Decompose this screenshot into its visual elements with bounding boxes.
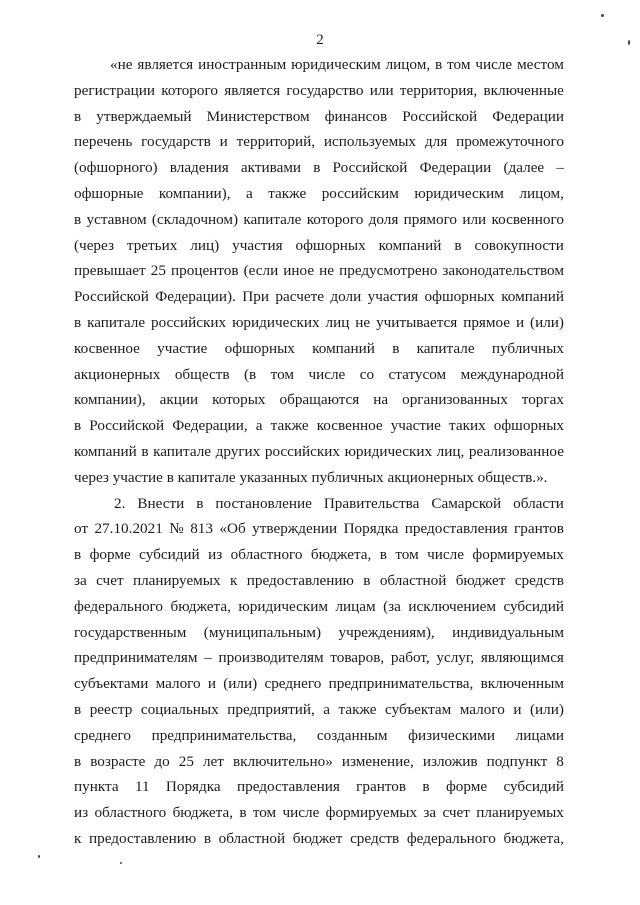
word: компании), xyxy=(74,391,146,409)
word: третьих xyxy=(126,236,178,254)
word: «Об xyxy=(219,520,246,538)
word: из xyxy=(208,546,223,564)
word: капитале xyxy=(153,442,212,460)
word: а xyxy=(246,184,253,202)
word: формируемых xyxy=(472,546,564,564)
word: формируемых xyxy=(325,804,418,822)
text-line xyxy=(74,258,564,284)
word: форме xyxy=(89,546,131,564)
word: федерального xyxy=(406,829,496,847)
word: в xyxy=(74,417,82,435)
word: 25 xyxy=(150,262,166,280)
text-line xyxy=(74,387,564,413)
word: в xyxy=(74,313,82,331)
word: а xyxy=(323,700,331,718)
word: 2. xyxy=(114,494,126,512)
word: предоставлению xyxy=(89,829,197,847)
word: российских xyxy=(264,442,340,460)
word: реестр xyxy=(89,700,133,718)
word: предоставлению xyxy=(246,571,354,589)
word: или xyxy=(369,81,394,99)
scan-speck xyxy=(601,14,604,17)
word: лицами xyxy=(515,726,564,744)
word: в xyxy=(74,210,82,228)
word: Федерации xyxy=(492,107,564,125)
word: подпункт xyxy=(486,752,548,770)
document-body xyxy=(74,52,564,852)
word: – xyxy=(556,159,564,177)
text-line xyxy=(74,723,564,749)
text-line xyxy=(74,362,564,388)
word: торгах xyxy=(521,391,564,409)
word: реализованное xyxy=(468,442,564,460)
page-number: 2 xyxy=(316,32,324,48)
word: в xyxy=(141,442,149,460)
word: капитале xyxy=(243,210,302,228)
word: является xyxy=(224,81,281,99)
word: (далее xyxy=(503,159,545,177)
word: исключением xyxy=(408,597,496,615)
word: совокупности xyxy=(474,236,564,254)
word: офшорных xyxy=(493,417,564,435)
word: предпринимательства, xyxy=(328,675,474,693)
word: физическими xyxy=(408,726,496,744)
word: утверждаемый xyxy=(96,107,192,125)
text-line xyxy=(74,233,564,259)
word: от xyxy=(74,520,89,538)
word: том xyxy=(252,804,277,822)
word: созданным xyxy=(316,726,388,744)
word: является xyxy=(137,56,194,73)
word: областного xyxy=(94,804,167,822)
text-line xyxy=(74,336,564,362)
word: для xyxy=(424,133,448,151)
word: в xyxy=(74,752,82,770)
word: капитале xyxy=(87,313,146,331)
word: государственным xyxy=(74,623,187,641)
word: за xyxy=(74,571,87,589)
word: лицам xyxy=(335,597,376,615)
word: Министерством xyxy=(206,107,310,125)
word: акционерных xyxy=(74,365,161,383)
word: участие xyxy=(157,339,208,357)
word: субсидий xyxy=(503,778,564,796)
word: которого xyxy=(161,81,218,99)
word: расчете xyxy=(275,288,324,306)
word: (или) xyxy=(223,675,258,693)
word: Федерации, xyxy=(172,417,248,435)
word: также xyxy=(338,700,377,718)
word: законодательством xyxy=(442,262,564,280)
word: организованных xyxy=(402,391,508,409)
word: социальных xyxy=(140,700,219,718)
word: лет xyxy=(202,752,224,770)
word: и xyxy=(219,133,228,151)
scan-speck xyxy=(120,862,122,864)
text-line xyxy=(74,155,564,181)
word: местом xyxy=(517,56,564,73)
word: изложив xyxy=(422,752,478,770)
word: в xyxy=(392,339,400,357)
text-line xyxy=(74,620,564,646)
word: том xyxy=(270,365,294,383)
word: в xyxy=(196,494,204,512)
word: государств xyxy=(141,133,211,151)
word: предоставления xyxy=(404,520,508,538)
word: компаний xyxy=(378,236,442,254)
word: лиц, xyxy=(436,442,465,460)
word: в xyxy=(74,700,82,718)
word: бюджета, xyxy=(172,804,234,822)
word: числе xyxy=(308,365,346,383)
word: офшорных xyxy=(295,236,366,254)
word: не xyxy=(319,262,335,280)
word: в xyxy=(239,804,247,822)
text-line xyxy=(74,439,564,465)
word: 813 xyxy=(190,520,213,538)
word: – xyxy=(204,649,212,667)
word: акции xyxy=(159,391,199,409)
word: до xyxy=(154,752,170,770)
word: международной xyxy=(460,365,564,383)
word: уставном xyxy=(86,210,147,228)
word: косвенное xyxy=(316,417,383,435)
word: числе xyxy=(475,56,513,73)
word: планируемых xyxy=(132,571,221,589)
word: предоставления xyxy=(237,778,340,796)
word: в xyxy=(74,546,82,564)
word: и xyxy=(207,675,216,693)
word: и xyxy=(515,313,525,331)
word: бюджет xyxy=(292,829,343,847)
word: российским xyxy=(321,184,399,202)
text-line xyxy=(74,491,564,517)
word: Российской xyxy=(74,288,149,306)
word: области xyxy=(513,494,564,512)
word: используемых xyxy=(323,133,417,151)
word: областного xyxy=(230,546,303,564)
word: прямое xyxy=(463,313,511,331)
word: лиц) xyxy=(190,236,220,254)
word: бюджета, xyxy=(170,597,231,615)
word: бюджета, xyxy=(503,829,564,847)
word: в xyxy=(435,56,443,73)
text-line xyxy=(74,800,564,826)
word: бюджета, xyxy=(310,546,372,564)
word: Федерации). xyxy=(155,288,236,306)
word: юридическим xyxy=(238,597,328,615)
word: публичных xyxy=(491,339,564,357)
scan-speck xyxy=(38,855,40,858)
word: в xyxy=(313,159,321,177)
word: Порядка xyxy=(165,778,221,796)
word: Самарской xyxy=(431,494,502,512)
word: При xyxy=(242,288,269,306)
word: работ, xyxy=(390,649,430,667)
word: владения xyxy=(169,159,229,177)
word: малого xyxy=(459,700,505,718)
word: (за xyxy=(383,597,401,615)
word: не xyxy=(355,313,371,331)
word: юридических xyxy=(344,442,433,460)
word: финансов xyxy=(324,107,388,125)
word: также xyxy=(268,184,307,202)
word: (если xyxy=(243,262,279,280)
text-line xyxy=(74,568,564,594)
text-line xyxy=(74,749,564,775)
word: регистрации xyxy=(74,81,155,99)
text-line xyxy=(74,774,564,800)
text-line xyxy=(74,129,564,155)
word: обществ xyxy=(174,365,230,383)
word: числе xyxy=(282,804,320,822)
word: утверждении xyxy=(252,520,338,538)
word: косвенное xyxy=(74,339,140,357)
word: юридическим xyxy=(414,184,504,202)
word: Федерации xyxy=(419,159,492,177)
word: к xyxy=(229,571,238,589)
word: компании), xyxy=(158,184,231,202)
word: статусом xyxy=(388,365,447,383)
word: за xyxy=(423,804,437,822)
word: обращаются xyxy=(279,391,360,409)
text-line xyxy=(74,671,564,697)
word: активами xyxy=(240,159,302,177)
word: возрасте xyxy=(90,752,146,770)
word: областной xyxy=(379,571,447,589)
text-line: через участие в капитале указанных публичных акционерных обществ.». xyxy=(74,468,548,486)
word: грантов xyxy=(514,520,564,538)
word: из xyxy=(74,804,89,822)
text-line xyxy=(74,104,564,130)
word: числе xyxy=(427,546,464,564)
word: и xyxy=(513,700,522,718)
text-line xyxy=(74,826,564,852)
word: бюджет xyxy=(455,571,506,589)
word: Правительства xyxy=(323,494,420,512)
text-line xyxy=(74,78,564,104)
word: 8 xyxy=(556,752,564,770)
word: услуг, xyxy=(436,649,475,667)
word: участия xyxy=(367,288,419,306)
text-line xyxy=(74,284,564,310)
word: капитале xyxy=(416,339,475,357)
word: том xyxy=(447,56,471,73)
word: субсидий xyxy=(139,546,200,564)
word: производителям xyxy=(218,649,324,667)
word: российских xyxy=(150,313,227,331)
word: грантов xyxy=(356,778,407,796)
word: «не xyxy=(110,56,133,73)
word: иностранным xyxy=(198,56,287,73)
word: в xyxy=(203,829,211,847)
word: (через xyxy=(74,236,114,254)
word: доля xyxy=(368,210,399,228)
word: других xyxy=(215,442,261,460)
word: государство xyxy=(286,81,364,99)
word: предприятий, xyxy=(227,700,315,718)
word: территория, xyxy=(399,81,478,99)
word: компаний xyxy=(501,288,564,306)
word: том xyxy=(395,546,419,564)
word: офшорных xyxy=(224,339,295,357)
word: 25 xyxy=(178,752,194,770)
word: в xyxy=(379,546,387,564)
word: процентов xyxy=(171,262,239,280)
word: пункта xyxy=(74,778,119,796)
text-line xyxy=(74,207,564,233)
word: средств xyxy=(350,829,400,847)
word: среднего xyxy=(74,726,131,744)
word: со xyxy=(359,365,375,383)
word: предусмотрено xyxy=(339,262,438,280)
word: (в xyxy=(243,365,257,383)
text-line xyxy=(74,697,564,723)
word: индивидуальным xyxy=(452,623,564,641)
word: таких xyxy=(449,417,486,435)
word: лиц xyxy=(325,313,350,331)
word: юридическим xyxy=(291,56,381,73)
word: 27.10.2021 xyxy=(94,520,163,538)
word: в xyxy=(74,107,82,125)
word: в xyxy=(363,571,371,589)
text-line xyxy=(74,181,564,207)
word: № xyxy=(169,520,184,538)
text-line xyxy=(74,310,564,336)
text-line xyxy=(74,594,564,620)
word: субсидий xyxy=(503,597,564,615)
word: включенные xyxy=(483,81,564,99)
word: косвенного xyxy=(491,210,564,228)
word: (офшорного) xyxy=(74,159,158,177)
word: в xyxy=(422,778,430,796)
text-line xyxy=(74,516,564,542)
word: Внести xyxy=(137,494,185,512)
word: включительно» xyxy=(232,752,333,770)
word: компаний xyxy=(74,442,137,460)
word: (муниципальным) xyxy=(203,623,322,641)
word: счет xyxy=(442,804,470,822)
word: малого xyxy=(155,675,201,693)
word: планируемых xyxy=(476,804,564,822)
word: также xyxy=(270,417,309,435)
word: учреждениям), xyxy=(338,623,435,641)
word: участие xyxy=(390,417,441,435)
text-line xyxy=(74,645,564,671)
word: среднего xyxy=(264,675,322,693)
word: учитывается xyxy=(376,313,458,331)
word: Российской xyxy=(332,159,408,177)
word: (или) xyxy=(529,700,564,718)
word: лицом, xyxy=(519,184,564,202)
word: лицом, xyxy=(385,56,431,73)
word: включенным xyxy=(480,675,564,693)
word: к xyxy=(74,829,82,847)
word: (складочном) xyxy=(151,210,239,228)
word: которых xyxy=(212,391,266,409)
text-line xyxy=(74,413,564,439)
word: форме xyxy=(445,778,488,796)
word: Российской xyxy=(89,417,165,435)
word: (или) xyxy=(530,313,564,331)
word: офшорных xyxy=(424,288,495,306)
word: участия xyxy=(232,236,283,254)
word: перечень xyxy=(74,133,133,151)
word: или xyxy=(462,210,487,228)
word: на xyxy=(373,391,389,409)
word: юридических xyxy=(232,313,320,331)
word: доли xyxy=(330,288,362,306)
word: субъектам xyxy=(385,700,452,718)
scan-speck xyxy=(628,40,630,45)
word: компаний xyxy=(312,339,375,357)
word: областной xyxy=(218,829,286,847)
word: изменение, xyxy=(341,752,414,770)
word: постановление xyxy=(215,494,312,512)
word: прямого xyxy=(403,210,458,228)
word: территорий, xyxy=(236,133,316,151)
word: являющимся xyxy=(480,649,564,667)
word: предпринимательства, xyxy=(151,726,297,744)
word: которого xyxy=(306,210,364,228)
word: а xyxy=(255,417,263,435)
word: превышает xyxy=(74,262,146,280)
word: Российской xyxy=(402,107,478,125)
text-line xyxy=(74,52,564,78)
word: промежуточного xyxy=(456,133,564,151)
word: офшорные xyxy=(74,184,144,202)
word: Порядка xyxy=(343,520,399,538)
word: средств xyxy=(514,571,564,589)
word: иное xyxy=(283,262,315,280)
word: субъектами xyxy=(74,675,149,693)
text-line xyxy=(74,542,564,568)
word: федерального xyxy=(74,597,163,615)
word: товаров, xyxy=(330,649,385,667)
word: в xyxy=(454,236,462,254)
word: счет xyxy=(96,571,124,589)
word: 11 xyxy=(134,778,150,796)
word: предпринимателям xyxy=(74,649,198,667)
